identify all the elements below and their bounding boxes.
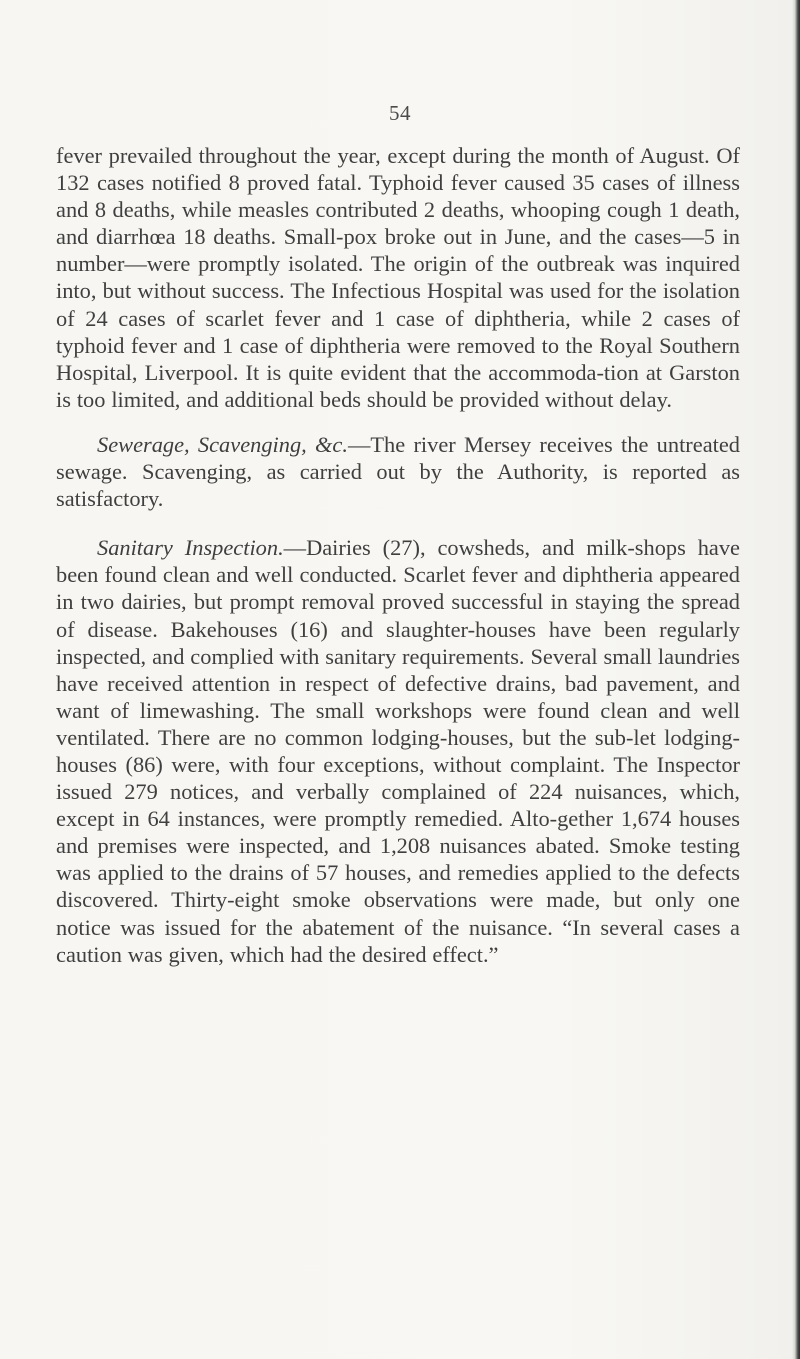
paragraph-sanitary-inspection xyxy=(56,534,740,968)
section-heading-sewerage: Sewerage, Scavenging, &c. xyxy=(97,431,348,457)
paragraph-sewerage xyxy=(56,431,740,512)
body-text xyxy=(56,142,740,968)
paragraph-text: —The river Mersey receives the untreated sewage. Scavenging, as carried out by the Authority, is reported as satisfactory. xyxy=(56,431,740,512)
scan-edge-shadow xyxy=(792,0,800,1359)
section-heading-sanitary-inspection: Sanitary Inspection. xyxy=(97,535,284,561)
paragraph-infectious-disease xyxy=(56,142,740,413)
paragraph-text: —Dairies (27), cowsheds, and milk-shops have been found clean and well conducted. Scarlet fever and diphtheria appeared in two dairies, but prompt removal proved successful in staying the spread of disease. Bakehouses (16) and slaughter-houses have been regularly inspected, and complied with sanitary requirements. Several small laundries have received attention in respect of defective drains, bad pavement, and want of limewashing. The small workshops were found clean and well ventilated. There are no common lodging-houses, but the sub-let lodging-houses (86) were, with four exceptions, without complaint. The Inspector issued 279 notices, and verbally complained of 224 nuisances, which, except in 64 instances, were promptly remedied. Alto-gether 1,674 houses and premises were inspected, and 1,208 nuisances abated. Smoke testing was applied to the drains of 57 houses, and remedies applied to the defects discovered. Thirty-eight smoke observations were made, but only one notice was issued for the abatement of the nuisance. “In several cases a caution was given, which had the desired effect.” xyxy=(56,535,741,967)
page-number: 54 xyxy=(389,101,411,125)
paragraph-text: fever prevailed throughout the year, except during the month of August. Of 132 cases notified 8 proved fatal. Typhoid fever caused 35 cases of illness and 8 deaths, while measles contributed 2 deaths, whooping cough 1 death, and diarrhœa 18 deaths. Small-pox broke out in June, and the cases—5 in number—were promptly isolated. The origin of the outbreak was inquired into, but without success. The Infectious Hospital was used for the isolation of 24 cases of scarlet fever and 1 case of diphtheria, while 2 cases of typhoid fever and 1 case of diphtheria were removed to the Royal Southern Hospital, Liverpool. It is quite evident that the accommoda-tion at Garston is too limited, and additional beds should be provided without delay. xyxy=(56,143,740,412)
